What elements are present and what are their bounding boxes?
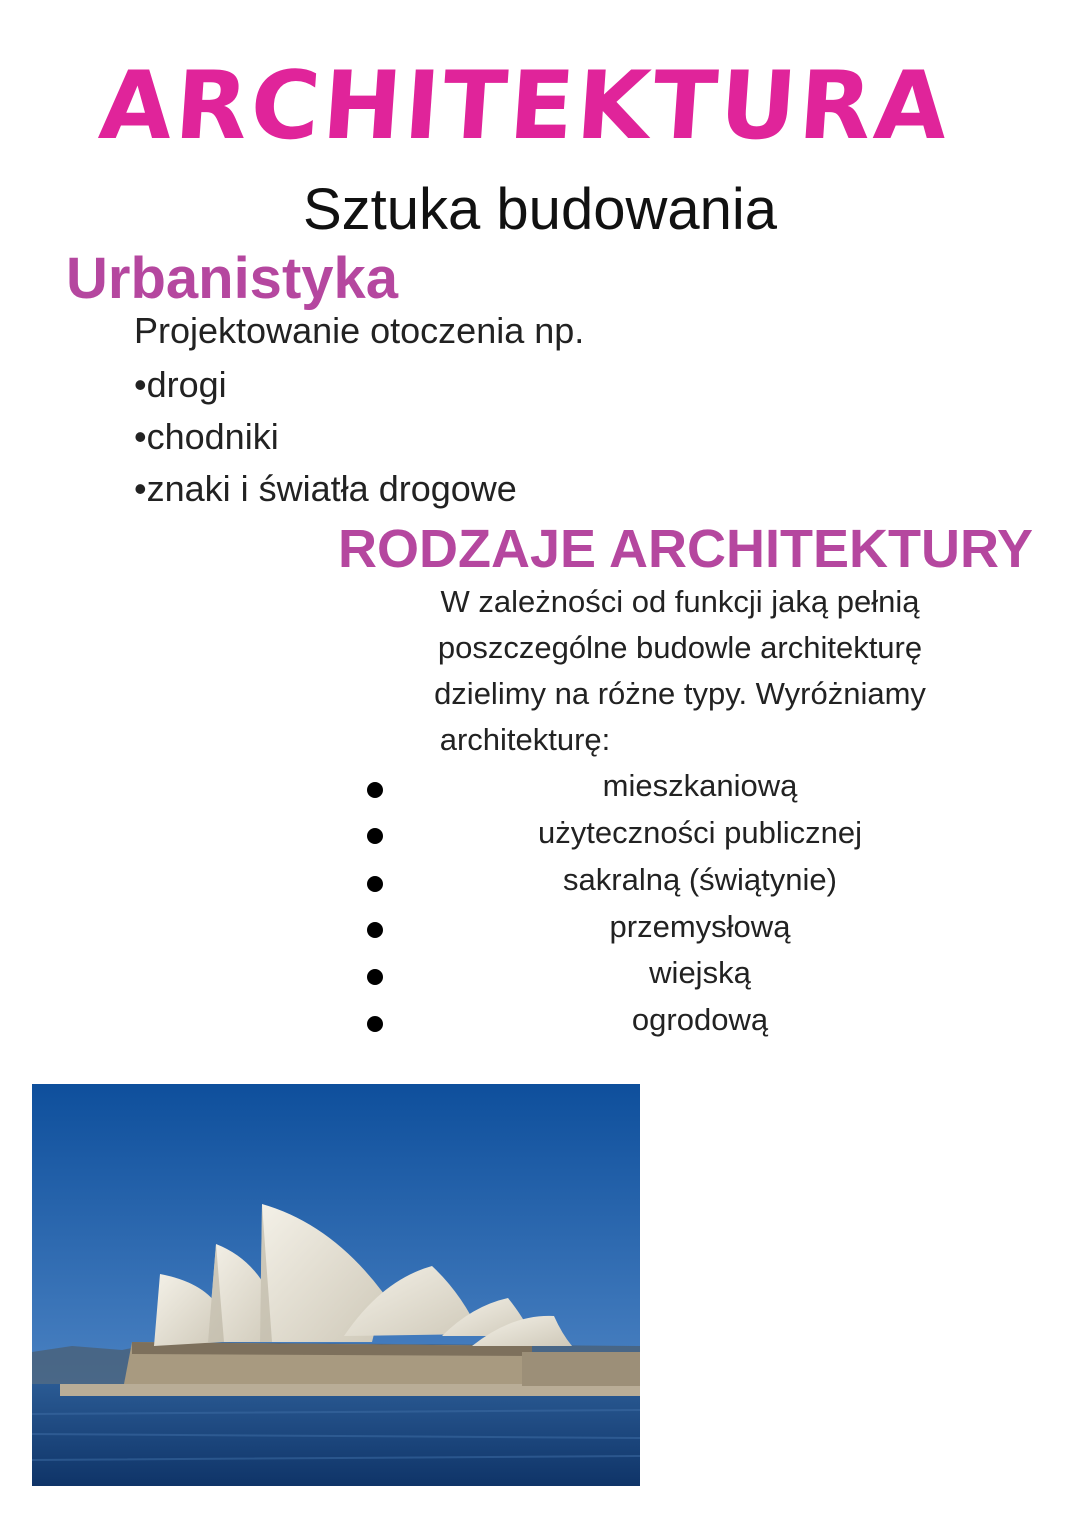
rodzaje-heading: RODZAJE ARCHITEKTURY <box>338 519 1034 579</box>
urbanistyka-heading: Urbanistyka <box>66 246 399 311</box>
type-list-item: użyteczności publicznej <box>538 815 862 850</box>
rodzaje-paragraph-line: W zależności od funkcji jaką pełnią <box>440 584 920 619</box>
type-list-item: przemysłową <box>609 909 791 944</box>
type-list-item: sakralną (świątynie) <box>563 862 837 897</box>
urbanistyka-item: •drogi <box>134 364 227 405</box>
rodzaje-paragraph-line: dzielimy na różne typy. Wyróżniamy <box>434 676 926 711</box>
bullet-icon <box>367 969 383 985</box>
page-subtitle: Sztuka budowania <box>303 177 777 242</box>
urbanistyka-item: •znaki i światła drogowe <box>134 468 517 509</box>
opera-house-photo <box>32 1084 640 1486</box>
type-list-item: wiejską <box>649 955 751 990</box>
rodzaje-paragraph-line: architekturę: <box>439 722 611 757</box>
bullet-icon <box>367 782 383 798</box>
bullet-icon <box>367 922 383 938</box>
urbanistyka-intro: Projektowanie otoczenia np. <box>134 310 585 351</box>
type-list-item: ogrodową <box>631 1002 769 1037</box>
rodzaje-paragraph-line: poszczególne budowle architekturę <box>437 630 923 665</box>
bullet-icon <box>367 1016 383 1032</box>
bullet-icon <box>367 828 383 844</box>
bullet-icon <box>367 876 383 892</box>
page-title: ARCHITEKTURA <box>95 52 955 161</box>
type-list-item: mieszkaniową <box>602 768 798 803</box>
urbanistyka-item: •chodniki <box>134 416 279 457</box>
